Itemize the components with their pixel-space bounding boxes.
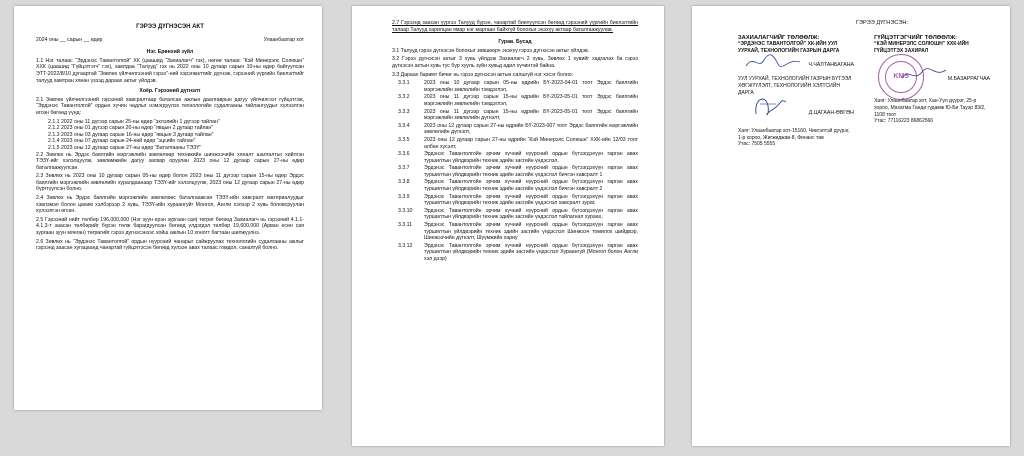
client-signature-block bbox=[738, 35, 854, 148]
list-item: 3.3.1 2023 оны 10 дугаар сарын 05-ны өдрийн БҮ-2023-04-01 тоот Эрдэс баялгийн мэргэжлийн зөвлөлийн тэмдэглэл, bbox=[398, 80, 638, 93]
list-item: 2.1.5 2023 оны 12 дугаар сарын 27-ны өдөр “Баталгааны ТЭЗҮ” bbox=[48, 144, 201, 151]
list-item: 3.3.11 Эрдэнэс Тавантолгойн эрчим хүчний нүүрсний ордын бүтээгдэхүүн гарган авах туршилтын үйлдвэрийн техник эдийн засгийн үндэслэл Шинжээч томилох шийдвэр, Шинжээчийн дүгнэлт, Шүүмжийн хариу bbox=[398, 222, 638, 242]
list-item: 3.3.8 Эрдэнэс Тавантолгойн эрчим хүчний нүүрсний ордын бүтээгдэхүүн гарган авах туршилтын үйлдвэрийн техник эдийн засгийн үндэслэл бичгэн хавсралт 2 bbox=[398, 179, 638, 193]
signature-image bbox=[900, 64, 950, 84]
stamp-area bbox=[874, 54, 990, 90]
signature-area bbox=[738, 96, 854, 120]
paragraph-2-7: 2.7 Гэрээнд заасан үүргээ Талууд бүрэн, чанартай биелүүлсэн бөгөөд гэрээний үүргийн биелэлтийн талаар Талууд харилцан ямар нэг маргаан байхгүй болохыг энэхүү актаар баталгаажуулав. bbox=[392, 20, 638, 33]
contractor-phone: Утас: 77116223 86862566 bbox=[874, 118, 934, 125]
contractor-address: Хаяг: Улаанбаатар хот, Хан-Уул дүүрэг, 25-р хороо, Махатма Ганди гудамж Ю-Би Тауэр 83/2, 1108 тоот bbox=[874, 98, 986, 118]
signature-image bbox=[744, 52, 804, 70]
document-page-1 bbox=[14, 6, 322, 410]
paragraph-3-3: 3.3 Дараах баримт бичиг нь гэрээ дүгнэсэн актын салшгүй нэг хэсэг болно: bbox=[392, 71, 574, 78]
list-item: 3.3.2 2023 оны 11 дүгээр сарын 15-ны өдрийн БҮ-2023-05-01 тоот Эрдэс баялгийн мэргэжлийн зөвлөлийн тэмдэглэл, bbox=[398, 94, 638, 107]
client-signer-1: Ч.ЧАЛТАНБАГАНА bbox=[808, 62, 854, 69]
document-page-3 bbox=[692, 6, 1010, 446]
client-signer-2: Д.ЦАГААН-ӨВГӨН bbox=[808, 110, 854, 117]
signature-image bbox=[750, 92, 790, 118]
list-item: 2.1.2 2023 оны 01 дүгээр сарын 20-ны өдөр “явцын 2 дугаар тайлан” bbox=[48, 125, 214, 132]
list-item: 2.1.4 2023 оны 07 дугаар сарын 24-ний өдөр “эцсийн тайлан” bbox=[48, 138, 196, 145]
act-place: Улаанбаатар хот bbox=[263, 36, 304, 43]
client-role-2: УУЛ УУРХАЙ, ТЕХНОЛОГИЙН ГАЗРЫН БҮТЭЭЛ ХӨГЖҮҮЛЭЛТ, ТЕХНОЛОГИЙН ХЭЛТСИЙН ДАРГА bbox=[738, 76, 852, 96]
document-page-2 bbox=[352, 6, 664, 446]
paragraph-2-5: 2.5 Гэрээний нийт төлбөр 196,000,000 (Нэг зуун ерэн зургаан сая) төгрөг бөгөөд Захиалагч нь гэрээний 4.1.1-4.1.3-т заасан төлбөрийг бүрэн төлж барагдуулсан бөгөөд үлдэгдэл төлбөр 19,600,000 (Арван есөн сая зургаан зуун мянган) төгрөгийг гэрээ дүгнэсэнээс хойш ажлын 10 хоногт багтаан шилжүүлнэ. bbox=[36, 216, 304, 237]
list-item: 3.3.4 2023 оны 12 дугаар сарын 27-ны өдрийн БҮ-2023-007 тоот Эрдэс баялгийн мэргэжлийн зөвлөлийн дүгнэлт, bbox=[398, 122, 638, 136]
list-item: 2.1.1 2022 оны 11 дүгээр сарын 25-ны өдөр “эхлэлийн 1 дүгээр тайлан” bbox=[48, 118, 220, 125]
paragraph-2-3: 2.3 Зөвлөх нь 2023 оны 10 дугаар сарын 05-ны өдөр болон 2023 оны 11 дүгээр сарын 15-ны өдөр Эрдэс баялгийн мэргэжлийн зөвлөлийн хуралдаанаар ТЭЗҮ-ийг хэлэлцүүлж, 2023 оны 12 дугаар сарын 27-ны өдөр бүртгүүлсэн болно. bbox=[36, 173, 304, 193]
list-item: 3.3.3 2023 оны 11 дүгээр сарын 15-ны өдрийн БҮ-2023-05-01 тоот Эрдэс баялгийн мэргэжлийн зөвлөлийн дүгнэлт, bbox=[398, 108, 638, 122]
date-line bbox=[36, 37, 304, 44]
list-item: 3.3.9 Эрдэнэс Тавантолгойн эрчим хүчний нүүрсний ордын бүтээгдэхүүн гарган авах туршилтын үйлдвэрийн техник эдийн засгийн үндэслэл хавсралт зураг, bbox=[398, 193, 638, 207]
stamp-logo: KMS bbox=[885, 61, 917, 93]
signature-area bbox=[738, 54, 854, 70]
list-item: 3.3.12 Эрдэнэс Тавантолгойн эрчим хүчний нүүрсний ордын бүтээгдэхүүн гарган авах туршилтын үйлдвэрийн техник эдийн засгийн үндэслэл Хураангуй (Монгол болон Англи хэл дээр) bbox=[398, 242, 638, 262]
client-org: “ЭРДЭНЭС ТАВАНТОЛГОЙ” ХК-ИЙН УУЛ УУРХАЙ, ТЕХНОЛОГИЙН ГАЗРЫН ДАРГА bbox=[738, 41, 840, 54]
section-1-body: 1.1 Нэг талаас “Эрдэнэс Тавантолгой” ХК (цаашид “Захиалагч” гэх), нөгөө талаас “Кэй Минерэлс Солюшн” ХХК (цаашид “Гүйцэтгэгч” гэх), хамтдаа “Талууд” гэх нь 2022 оны 10 дугаар сарын 10-ны өдөр байгуулсан ЭТТ-2022/8/10 дугаартай “Зөвлөх үйлчилгээний гэрээ”-ний хэрэгжилтийг дүгнэж, гэрээний үүргийн биелэлтийг талууд хамтран хянан үзээд дараах актыг үйлдэв. bbox=[36, 57, 304, 84]
signatures-title: ГЭРЭЭ ДҮГНЭСЭН: bbox=[856, 20, 908, 26]
list-item: 2.1.3 2023 оны 03 дугаар сарын 16-ны өдөр “явцын 3 дугаар тайлан” bbox=[48, 131, 214, 138]
paragraph-3-2: 3.2 Гэрээ дүгнэсэн актыг 3 хувь үйлдэж Захиалагч 2 хувь, Зөвлөх 1 хувийг хадгалах ба гэрээ дүгнэсэн актын хувь тус бүр хууль зүйн хувьд адил хүчинтэй байна. bbox=[392, 56, 638, 69]
act-title: ГЭРЭЭ ДҮГНЭСЭН АКТ bbox=[136, 24, 204, 30]
list-item: 3.3.7 Эрдэнэс Тавантолгойн эрчим хүчний нүүрсний ордын бүтээгдэхүүн гарган авах туршилтын үйлдвэрийн техник эдийн засгийн үндэслэл бичгэн хавсралт 1 bbox=[398, 165, 638, 178]
list-item: 3.3.10 Эрдэнэс Тавантолгойн эрчим хүчний нүүрсний ордын бүтээгдэхүүн гарган авах туршилтын үйлдвэрийн техник эдийн засгийн үндэслэл тайлагнал хураах, bbox=[398, 207, 638, 221]
client-phone: Утас: 7505 5555 bbox=[738, 141, 776, 148]
client-address: Хаяг: Улаанбаатар хот-15160, Чингэлтэй дүүрэг, 1-р хороо, Жигжиджав-8, Финанс төв bbox=[738, 128, 850, 141]
list-item: 3.3.6 Эрдэнэс Тавантолгойн эрчим хүчний нүүрсний ордын бүтээгдэхүүн гарган авах туршилтын үйлдвэрийн техник эдийн засгийн үндэслэл, bbox=[398, 151, 638, 164]
paragraph-2-6: 2.6 Зөвлөх нь “Эрдэнэс Тавантолгой” ордын нүүрсний чанарыг сайжруулах технологийн судалгааны ажлыг гэрээнд заасан хугацаанд чанартай гүйцэтгэсэн бөгөөд хүлээн авах талаас гомдол, саналгүй болно. bbox=[36, 238, 304, 252]
report-list bbox=[36, 119, 304, 152]
contractor-org: “КЭЙ МИНЕРЭЛС СОЛЮШН” ХХК-ИЙН ГҮЙЦЭТГЭХ ЗАХИРАЛ bbox=[874, 41, 969, 54]
contractor-signature-block bbox=[874, 35, 990, 148]
signature-columns bbox=[738, 35, 990, 148]
paragraph-2-4: 2.4 Зөвлөх нь Эрдэс баялгийн мэргэжлийн зөвлөлөөс баталгаажсан ТЭЗҮ-ийн хавсралт материалуудыг хэвлэмэл болон цахим хэлбэрээр 2 хувь, ТЭЗҮ-ийн хураангуйг Монгол, Англи хэлээр 2 хувь боловсруулан хүлээлгэн өгсөн. bbox=[36, 195, 304, 215]
paragraph-2-1: 2.1 Зөвлөх үйлчилгээний гэрээний хавсралтаар баталсан ажлын даалгаврын дагуу үйлчилгээг гүйцэтгэж, “Эрдэнэс Тавантолгой” ордын хүчин чадлыг нэмэгдүүлэх технологийн судалгааны тайлангуудыг хүлээлгэн өгсөн бөгөөд үүнд: bbox=[36, 96, 304, 116]
list-item: 3.3.5 2023 оны 12 дугаар сарын 27-ны өдрийн “Кэй Минерэлс Солюшн” ХХК-ийн 12/03 тоот албан хүсэлт, bbox=[398, 136, 638, 150]
attachment-list bbox=[392, 80, 638, 262]
contractor-heading: ГҮЙЦЭТГЭГЧИЙГ ТӨЛӨӨЛЖ: bbox=[874, 34, 958, 41]
act-date: 2024 оны __ сарын __ өдөр bbox=[36, 36, 103, 43]
section-2-title: Хоёр. Гэрээний дүгнэлт bbox=[139, 88, 201, 95]
paragraph-3-1: 3.1 Талууд гэрээ дүгнэсэн болохыг зөвшөөрч энэхүү гэрээ дүгнэсэн актыг үйлдэв. bbox=[392, 47, 590, 54]
client-heading: ЗАХИАЛАГЧИЙГ ТӨЛӨӨЛЖ: bbox=[738, 34, 820, 41]
section-3-title: Гурав. Бусад bbox=[498, 39, 532, 46]
section-1-title: Нэг. Ерөнхий зүйл bbox=[146, 49, 194, 56]
paragraph-2-2: 2.2 Зөвлөх нь Эрдэс баялгийн мэргэжлийн зөвлөлөөр техникийн шинжээчийн хяналт шалгалтыг хийлгэн ТЭЗҮ-ийг хэлэлцүүлж, зөвлөмжийн дагуу засвар оруулан 2023 оны 12 дугаар сарын 27-ны өдөр баталгаажуулсан. bbox=[36, 151, 304, 171]
contractor-signer: М.БАЗАРРАГЧАА bbox=[947, 76, 990, 83]
